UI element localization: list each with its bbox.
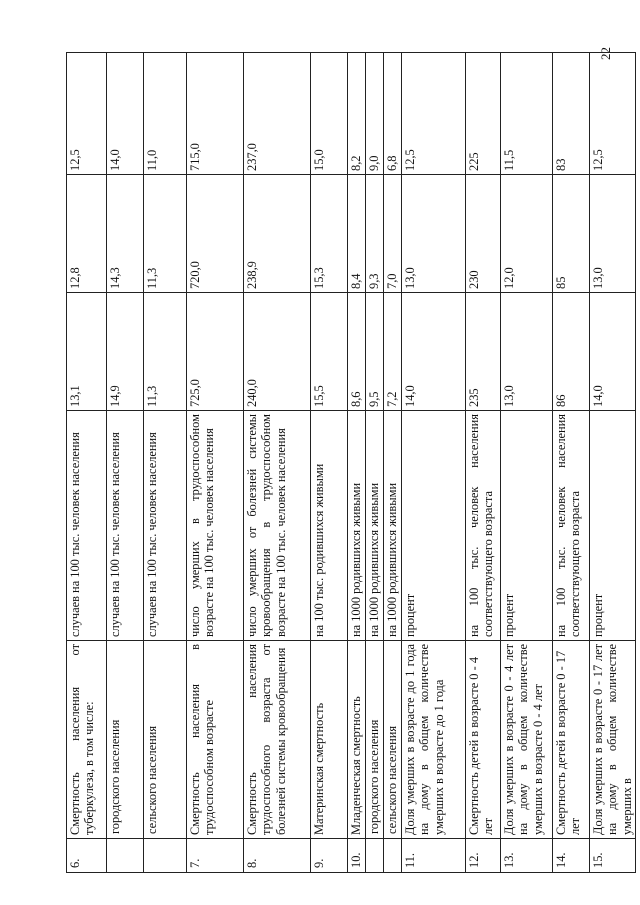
indicator-name: сельского населения: [144, 641, 187, 839]
unit-of-measure: на 1000 родившихся живыми: [384, 411, 402, 641]
indicator-name: Смертность населения трудоспособного возраста от болезней системы кровообращения: [244, 641, 311, 839]
table-row: [402, 53, 466, 873]
row-number: [384, 839, 402, 873]
value-col-3: 83: [553, 53, 590, 175]
indicator-name: Младенческая смертность: [348, 641, 366, 839]
value-col-1: 15,5: [311, 293, 348, 411]
table-row: [187, 53, 244, 873]
unit-of-measure: на 1000 родившихся живыми: [366, 411, 384, 641]
table-row: [590, 53, 636, 873]
value-col-1: 8,6: [348, 293, 366, 411]
value-col-3: 8,2: [348, 53, 366, 175]
row-number: 15.: [590, 839, 636, 873]
value-col-2: 14,3: [107, 175, 144, 293]
value-col-1: 13,0: [501, 293, 553, 411]
indicator-name: городского населения: [366, 641, 384, 839]
unit-of-measure: на 100 тыс. родившихся живыми: [311, 411, 348, 641]
table-row: [107, 53, 144, 873]
value-col-2: 7,0: [384, 175, 402, 293]
value-col-2: 13,0: [590, 175, 636, 293]
value-col-3: 12,5: [67, 53, 107, 175]
value-col-3: 12,5: [402, 53, 466, 175]
value-col-3: 12,5: [590, 53, 636, 175]
indicator-name: Доля умерших в возрасте 0 - 4 лет на дому в общем количестве умерших в возрасте 0 - 4 лет: [501, 641, 553, 839]
table-row: [311, 53, 348, 873]
indicator-name: сельского населения: [384, 641, 402, 839]
value-col-1: 725,0: [187, 293, 244, 411]
value-col-1: 14,9: [107, 293, 144, 411]
value-col-3: 237,0: [244, 53, 311, 175]
value-col-1: 13,1: [67, 293, 107, 411]
value-col-2: 12,8: [67, 175, 107, 293]
value-col-1: 11,3: [144, 293, 187, 411]
row-number: 13.: [501, 839, 553, 873]
indicator-name: Смертность населения от туберкулеза, в том числе:: [67, 641, 107, 839]
row-number: 14.: [553, 839, 590, 873]
row-number: [366, 839, 384, 873]
value-col-3: 14,0: [107, 53, 144, 175]
indicators-table: [66, 52, 636, 873]
value-col-3: 225: [466, 53, 501, 175]
table-row: [553, 53, 590, 873]
value-col-2: 85: [553, 175, 590, 293]
value-col-3: 9,0: [366, 53, 384, 175]
row-number: 8.: [244, 839, 311, 873]
row-number: [144, 839, 187, 873]
indicator-name: Смертность детей в возрасте 0 - 17 лет: [553, 641, 590, 839]
row-number: [107, 839, 144, 873]
value-col-3: 11,5: [501, 53, 553, 175]
table-row: [366, 53, 384, 873]
indicator-name: Доля умерших в возрасте до 1 года на дому в общем количестве умерших в возрасте до 1 года: [402, 641, 466, 839]
value-col-2: 13,0: [402, 175, 466, 293]
unit-of-measure: на 1000 родившихся живыми: [348, 411, 366, 641]
value-col-1: 14,0: [402, 293, 466, 411]
unit-of-measure: случаев на 100 тыс. человек населения: [107, 411, 144, 641]
unit-of-measure: процент: [590, 411, 636, 641]
value-col-2: 238,9: [244, 175, 311, 293]
unit-of-measure: процент: [402, 411, 466, 641]
page-number: 22: [598, 47, 613, 60]
value-col-2: 12,0: [501, 175, 553, 293]
value-col-2: 8,4: [348, 175, 366, 293]
table-row: [501, 53, 553, 873]
value-col-1: 9,5: [366, 293, 384, 411]
row-number: 10.: [348, 839, 366, 873]
unit-of-measure: на 100 тыс. человек населения соответствующего возраста: [553, 411, 590, 641]
indicators-table-container: [66, 53, 634, 873]
row-number: 12.: [466, 839, 501, 873]
row-number: 7.: [187, 839, 244, 873]
indicator-name: Материнская смертность: [311, 641, 348, 839]
unit-of-measure: число умерших от болезней системы кровообращения в трудоспособном возрасте на 100 тыс. человек населения: [244, 411, 311, 641]
row-number: 9.: [311, 839, 348, 873]
value-col-2: 230: [466, 175, 501, 293]
table-row: [348, 53, 366, 873]
unit-of-measure: случаев на 100 тыс. человек населения: [67, 411, 107, 641]
table-row: [144, 53, 187, 873]
table-row: [466, 53, 501, 873]
value-col-1: 86: [553, 293, 590, 411]
table-row: [384, 53, 402, 873]
value-col-3: 6,8: [384, 53, 402, 175]
value-col-1: 240,0: [244, 293, 311, 411]
unit-of-measure: на 100 тыс. человек населения соответствующего возраста: [466, 411, 501, 641]
value-col-2: 11,3: [144, 175, 187, 293]
table-row: [244, 53, 311, 873]
value-col-3: 11,0: [144, 53, 187, 175]
value-col-1: 7,2: [384, 293, 402, 411]
unit-of-measure: процент: [501, 411, 553, 641]
value-col-3: 15,0: [311, 53, 348, 175]
value-col-3: 715,0: [187, 53, 244, 175]
row-number: 11.: [402, 839, 466, 873]
indicator-name: Доля умерших в возрасте 0 - 17 лет на дому в общем количестве умерших в: [590, 641, 636, 839]
unit-of-measure: число умерших в трудоспособном возрасте на 100 тыс. человек населения: [187, 411, 244, 641]
indicator-name: Смертность детей в возрасте 0 - 4 лет: [466, 641, 501, 839]
value-col-1: 14,0: [590, 293, 636, 411]
unit-of-measure: случаев на 100 тыс. человек населения: [144, 411, 187, 641]
indicator-name: Смертность населения в трудоспособном возрасте: [187, 641, 244, 839]
value-col-2: 720,0: [187, 175, 244, 293]
value-col-2: 15,3: [311, 175, 348, 293]
indicator-name: городского населения: [107, 641, 144, 839]
value-col-2: 9,3: [366, 175, 384, 293]
value-col-1: 235: [466, 293, 501, 411]
row-number: 6.: [67, 839, 107, 873]
table-row: [67, 53, 107, 873]
